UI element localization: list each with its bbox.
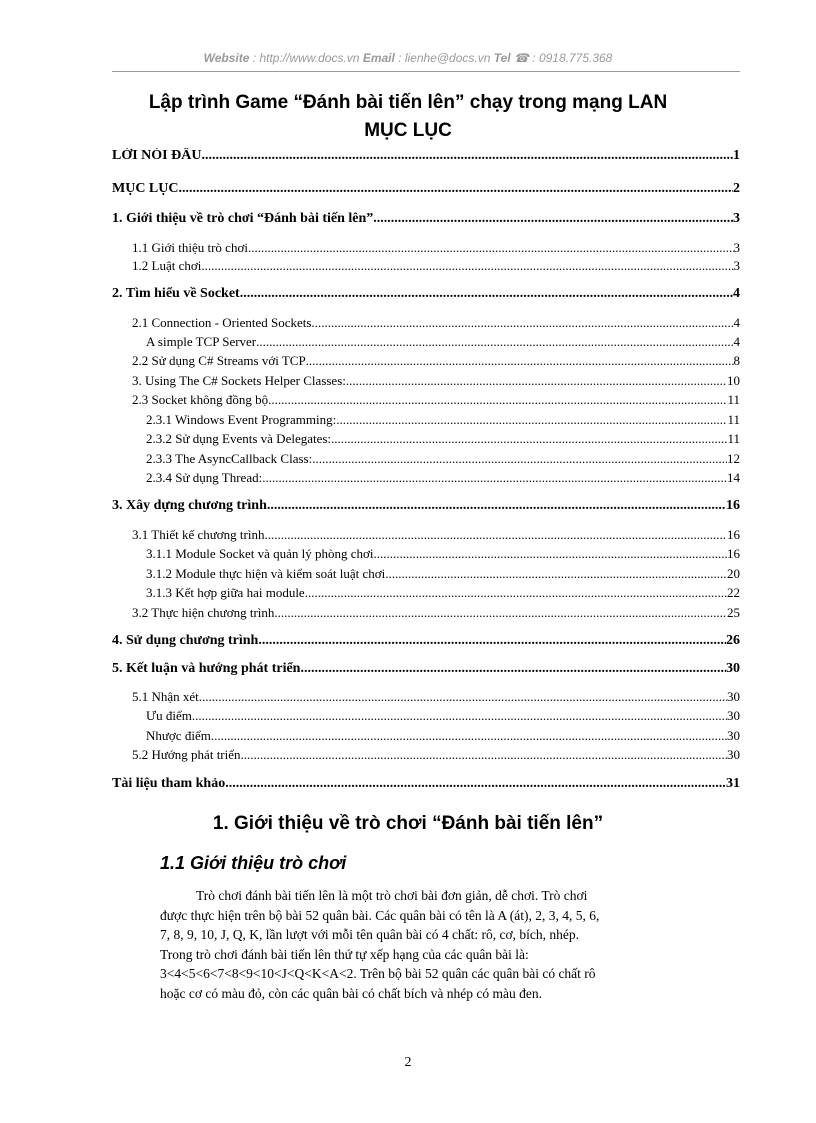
- toc-entry-page: 12: [727, 451, 740, 466]
- toc-dot-leader: [385, 566, 727, 582]
- toc-dot-leader: [192, 708, 727, 724]
- toc-entry-page: 31: [726, 776, 740, 791]
- toc-entry-label: 3.1.3 Kết hợp giữa hai module: [146, 585, 305, 600]
- toc-entry[interactable]: [112, 258, 740, 274]
- toc-dot-leader: [258, 633, 726, 649]
- toc-entry-label: 2.2 Sử dụng C# Streams với TCP: [132, 353, 306, 368]
- toc-entry-page: 4: [733, 315, 740, 330]
- toc-dot-leader: [306, 353, 734, 369]
- toc-entry-page: 20: [727, 566, 740, 581]
- toc-dot-leader: [274, 605, 727, 621]
- toc-entry[interactable]: [112, 353, 740, 369]
- toc-entry[interactable]: [112, 334, 740, 350]
- toc-entry-label: 3. Using The C# Sockets Helper Classes:: [132, 373, 346, 388]
- email-value: : lienhe@docs.vn: [394, 51, 494, 65]
- toc-dot-leader: [201, 148, 733, 164]
- toc-entry[interactable]: [112, 689, 740, 705]
- toc-entry[interactable]: [112, 392, 740, 408]
- toc-entry-label: 5.2 Hướng phát triển: [132, 747, 241, 762]
- toc-entry-label: 2. Tìm hiểu về Socket: [112, 286, 240, 301]
- toc-entry-page: 30: [727, 689, 740, 704]
- toc-entry-label: 5.1 Nhận xét: [132, 689, 199, 704]
- toc-title: MỤC LỤC: [364, 120, 452, 141]
- toc-dot-leader: [256, 334, 733, 350]
- toc-entry-page: 16: [727, 527, 740, 542]
- toc-entry-label: 5. Kết luận và hướng phát triển: [112, 661, 301, 676]
- website-value: : http://www.docs.vn: [249, 51, 363, 65]
- toc-dot-leader: [305, 585, 727, 601]
- toc-entry[interactable]: [112, 708, 740, 724]
- toc-dot-leader: [199, 689, 727, 705]
- toc-entry-page: 1: [733, 148, 740, 163]
- toc-entry-label: 1.2 Luật chơi: [132, 258, 202, 273]
- toc-entry-label: 3.1 Thiết kế chương trình: [132, 527, 265, 542]
- toc-entry-page: 16: [727, 546, 740, 561]
- toc-dot-leader: [373, 211, 733, 227]
- header-divider: [112, 71, 740, 72]
- paragraph-line: hoặc cơ có màu đỏ, còn các quân bài có chất bích và nhép có màu đen.: [160, 985, 542, 1001]
- toc-dot-leader: [331, 431, 727, 447]
- toc-dot-leader: [300, 661, 726, 677]
- toc-entry-page: 30: [727, 708, 740, 723]
- toc-dot-leader: [373, 546, 727, 562]
- toc-entry-label: 3.1.2 Module thực hiện và kiểm soát luật chơi: [146, 566, 386, 581]
- toc-dot-leader: [179, 181, 734, 197]
- toc-entry-page: 22: [727, 585, 740, 600]
- toc-dot-leader: [315, 315, 734, 331]
- toc-dot-leader: [262, 470, 727, 486]
- toc-dot-leader: [201, 258, 733, 274]
- toc-entry-label: LỜI NÓI ĐẦU: [112, 148, 202, 163]
- toc-entry-page: 26: [726, 633, 740, 648]
- toc-entry-page: 30: [727, 728, 740, 743]
- toc-dot-leader: [240, 286, 733, 302]
- toc-entry-label: A simple TCP Server: [146, 334, 257, 349]
- email-label: Email: [362, 51, 395, 65]
- toc-dot-leader: [241, 747, 727, 763]
- toc-entry-label: 2.3 Socket không đồng bộ: [132, 392, 269, 407]
- toc-entry-page: 30: [726, 661, 740, 676]
- toc-entry[interactable]: [112, 546, 740, 562]
- paragraph-line: Trong trò chơi đánh bài tiến lên thứ tự xếp hạng của các quân bài là:: [160, 946, 529, 962]
- toc-entry-page: 3: [733, 211, 740, 226]
- toc-entry-label: MỤC LỤC: [112, 181, 179, 196]
- toc-dot-leader: [268, 392, 727, 408]
- toc-entry[interactable]: [112, 373, 740, 389]
- toc-entry-label: 4. Sử dụng chương trình: [112, 633, 259, 648]
- toc-entry[interactable]: [112, 412, 740, 428]
- toc-entry[interactable]: [112, 527, 740, 543]
- toc-entry-label: 2.3.1 Windows Event Programming:: [146, 412, 337, 427]
- toc-entry[interactable]: [112, 661, 740, 679]
- toc-entry-page: 3: [733, 258, 740, 273]
- toc-entry[interactable]: [112, 585, 740, 601]
- toc-entry-page: 25: [727, 605, 740, 620]
- toc-dot-leader: [312, 451, 727, 467]
- tel-value: ☎ : 0918.775.368: [510, 51, 613, 65]
- toc-entry-page: 3: [733, 240, 740, 255]
- toc-entry-page: 4: [733, 334, 740, 349]
- toc-dot-leader: [264, 527, 727, 543]
- paragraph-line: 3<4<5<6<7<8<9<10<J<Q<K<A<2. Trên bộ bài 52 quân các quân bài có chất rô: [160, 966, 596, 982]
- website-label: Website: [203, 51, 250, 65]
- toc-entry[interactable]: [112, 240, 740, 256]
- toc-entry-label: 1. Giới thiệu về trò chơi “Đánh bài tiến lên”: [112, 211, 374, 226]
- toc-dot-leader: [225, 776, 726, 792]
- toc-entry[interactable]: [112, 211, 740, 229]
- body-paragraph: [160, 886, 740, 1004]
- toc-entry-label: 2.3.2 Sử dụng Events và Delegates:: [146, 431, 332, 446]
- toc-dot-leader: [267, 498, 726, 514]
- toc-entry-label: Tài liệu tham khảo: [112, 776, 226, 791]
- toc-dot-leader: [346, 373, 727, 389]
- paragraph-line: 7, 8, 9, 10, J, Q, K, lần lượt với mỗi tên quân bài có 4 chất: rô, cơ, bích, nhép.: [160, 927, 580, 943]
- toc-entry-label: Ưu điểm: [146, 708, 192, 723]
- section-heading: 1. Giới thiệu về trò chơi “Đánh bài tiến lên”: [212, 813, 604, 834]
- toc-dot-leader: [211, 728, 727, 744]
- toc-entry[interactable]: [112, 470, 740, 486]
- toc-entry-page: 11: [727, 431, 740, 446]
- toc-entry-page: 11: [727, 412, 740, 427]
- toc-entry-page: 11: [727, 392, 740, 407]
- toc-entry-page: 4: [733, 286, 740, 301]
- toc-entry[interactable]: [112, 728, 740, 744]
- toc-entry[interactable]: [112, 286, 740, 304]
- toc-entry[interactable]: [112, 776, 740, 794]
- toc-entry-page: 30: [727, 747, 740, 762]
- page-header: [0, 51, 816, 65]
- paragraph-line: được thực hiện trên bộ bài 52 quân bài. Các quân bài có tên là A (át), 2, 3, 4, 5, 6,: [160, 907, 600, 923]
- toc-entry-label: 3.1.1 Module Socket và quản lý phòng chơi: [146, 546, 374, 561]
- toc-entry[interactable]: [112, 181, 740, 199]
- toc-entry-label: 2.1 Connection - Oriented Sockets.: [132, 315, 315, 330]
- toc-entry-label: 3. Xây dựng chương trình: [112, 498, 267, 513]
- toc-dot-leader: [248, 240, 734, 256]
- document-title: Lập trình Game “Đánh bài tiến lên” chạy trong mạng LAN: [148, 92, 668, 113]
- toc-entry[interactable]: [112, 605, 740, 621]
- toc-entry-page: 14: [727, 470, 740, 485]
- toc-entry[interactable]: [112, 148, 740, 166]
- toc-entry[interactable]: [112, 747, 740, 763]
- toc-entry-page: 8: [733, 353, 740, 368]
- toc-entry-label: 2.3.3 The AsyncCallback Class:: [146, 451, 313, 466]
- tel-label: Tel: [493, 51, 511, 65]
- toc-entry-label: 3.2 Thực hiện chương trình: [132, 605, 275, 620]
- toc-entry[interactable]: [112, 633, 740, 651]
- paragraph-line: Trò chơi đánh bài tiến lên là một trò chơi bài đơn giản, dễ chơi. Trò chơi: [196, 888, 588, 903]
- toc-entry[interactable]: [112, 315, 740, 331]
- toc-entry-page: 10: [727, 373, 740, 388]
- toc-entry[interactable]: [112, 566, 740, 582]
- toc-entry[interactable]: [112, 451, 740, 467]
- subsection-heading: 1.1 Giới thiệu trò chơi: [160, 853, 347, 873]
- page-number: 2: [404, 1055, 412, 1070]
- toc-entry-label: Nhược điểm: [146, 728, 211, 743]
- toc-entry-page: 16: [726, 498, 740, 513]
- toc-dot-leader: [336, 412, 727, 428]
- toc-entry-label: 2.3.4 Sử dụng Thread:: [146, 470, 263, 485]
- toc-entry[interactable]: [112, 498, 740, 516]
- toc-entry[interactable]: [112, 431, 740, 447]
- toc-entry-label: 1.1 Giới thiệu trò chơi: [132, 240, 248, 255]
- toc-entry-page: 2: [733, 181, 740, 196]
